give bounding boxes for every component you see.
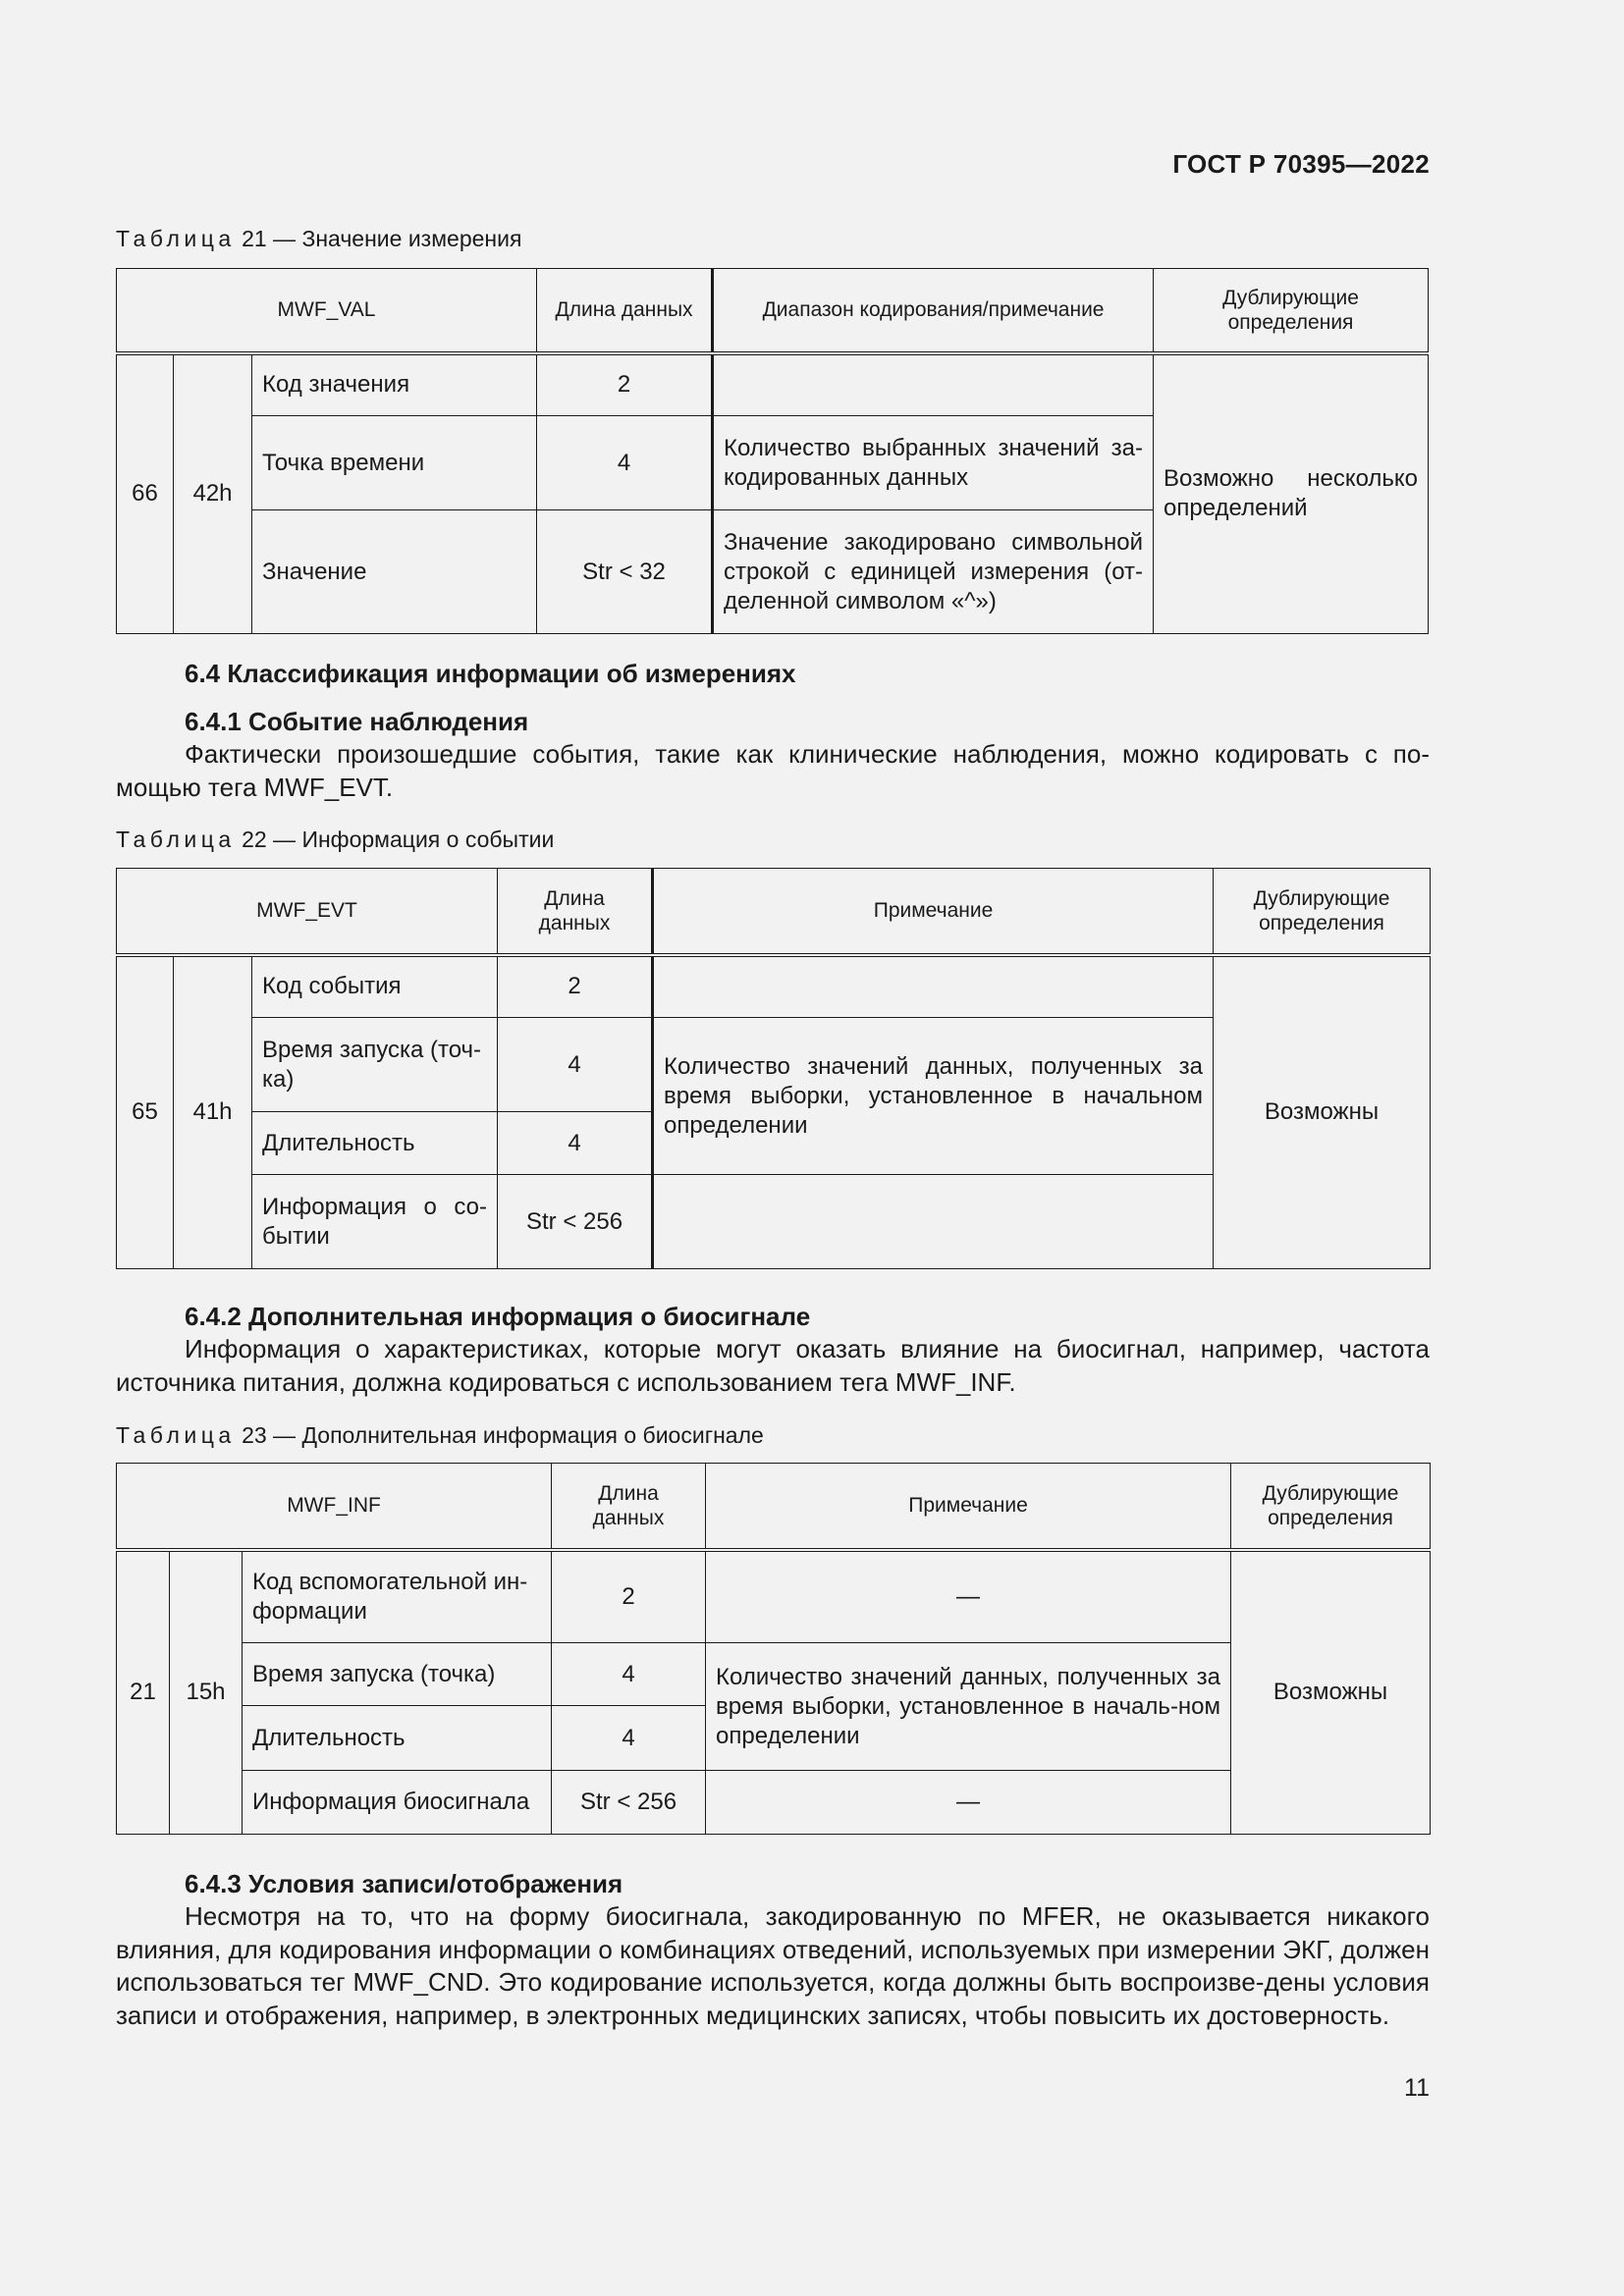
document-code: ГОСТ Р 70395—2022 bbox=[1172, 149, 1430, 179]
table-22-row-note-empty bbox=[653, 1175, 1214, 1269]
table-22-row-length: 4 bbox=[498, 1112, 653, 1175]
table-21-dec: 66 bbox=[117, 353, 174, 634]
table-22-header-row bbox=[117, 869, 1431, 955]
table-23-row-length: 2 bbox=[552, 1550, 706, 1643]
table-23-row-name: Длительность bbox=[243, 1706, 552, 1771]
table-22-row-name: Время запуска (точ-ка) bbox=[252, 1018, 498, 1112]
table-row bbox=[117, 353, 1429, 416]
table-22-row-note-empty bbox=[653, 955, 1214, 1018]
table-22-header-note: Примечание bbox=[653, 869, 1214, 955]
table-22-row-length: Str < 256 bbox=[498, 1175, 653, 1269]
table-21-header-dup: Дублирующие определения bbox=[1154, 269, 1429, 353]
table-23 bbox=[116, 1463, 1431, 1835]
table-23-hex: 15h bbox=[170, 1550, 243, 1835]
table-21-dup-value: Возможно несколько определений bbox=[1154, 353, 1429, 634]
section-6-4-title: 6.4 Классификация информации об измерениях bbox=[185, 659, 796, 688]
page-number: 11 bbox=[1404, 2074, 1430, 2102]
table-22-hex: 41h bbox=[174, 955, 252, 1269]
table-23-row-name: Информация биосигнала bbox=[243, 1771, 552, 1835]
table-23-row-length: 4 bbox=[552, 1706, 706, 1771]
table-22-caption-word: Таблица bbox=[116, 827, 236, 852]
table-21-header-tag: MWF_VAL bbox=[117, 269, 537, 353]
table-21-header-note: Диапазон кодирования/примечание bbox=[713, 269, 1154, 353]
table-21-header-length: Длина данных bbox=[537, 269, 713, 353]
table-21-caption bbox=[116, 226, 521, 252]
table-row bbox=[117, 955, 1431, 1018]
table-23-caption-word: Таблица bbox=[116, 1422, 236, 1448]
table-23-dup-value: Возможны bbox=[1231, 1550, 1431, 1835]
table-22-row-name: Информация о со-бытии bbox=[252, 1175, 498, 1269]
table-23-caption-text: 23 — Дополнительная информация о биосигнале bbox=[235, 1422, 764, 1448]
table-21-hex: 42h bbox=[174, 353, 252, 634]
table-21-caption-text: 21 — Значение измерения bbox=[235, 226, 522, 251]
table-23-row-note: — bbox=[706, 1550, 1231, 1643]
table-22-header-tag: MWF_EVT bbox=[117, 869, 498, 955]
table-23-header-tag: MWF_INF bbox=[117, 1464, 552, 1550]
table-22-row-name: Длительность bbox=[252, 1112, 498, 1175]
table-22-caption-text: 22 — Информация о событии bbox=[235, 827, 555, 852]
table-22-header-dup: Дублирующие определения bbox=[1214, 869, 1431, 955]
table-21-row-name: Код значения bbox=[252, 353, 537, 416]
table-22-row-length: 2 bbox=[498, 955, 653, 1018]
table-22-note-merged: Количество значений данных, полученных за время выборки, установленное в начальном определении bbox=[653, 1018, 1214, 1175]
table-23-caption bbox=[116, 1422, 764, 1449]
section-6-4-2-text: Информация о характеристиках, которые могут оказать влияние на биосигнал, например, частота источника питания, должна кодироваться с использованием тега MWF_INF. bbox=[116, 1334, 1430, 1397]
table-22-dup-value: Возможны bbox=[1214, 955, 1431, 1269]
table-21-row-length: 2 bbox=[537, 353, 713, 416]
table-23-dec: 21 bbox=[117, 1550, 170, 1835]
section-6-4-3-title: 6.4.3 Условия записи/отображения bbox=[185, 1869, 623, 1898]
table-23-note-merged: Количество значений данных, полученных за время выборки, установленное в началь-ном определении bbox=[706, 1643, 1231, 1771]
table-21-row-note bbox=[713, 353, 1154, 416]
table-23-row-length: Str < 256 bbox=[552, 1771, 706, 1835]
table-21-row-note: Значение закодировано символьной строкой с единицей измерения (от-деленной символом «^») bbox=[713, 510, 1154, 634]
table-23-row-note: — bbox=[706, 1771, 1231, 1835]
table-21-caption-word: Таблица bbox=[116, 226, 236, 251]
table-23-header-dup: Дублирующие определения bbox=[1231, 1464, 1431, 1550]
table-21-row-name: Значение bbox=[252, 510, 537, 634]
table-22 bbox=[116, 868, 1431, 1269]
table-21-row-name: Точка времени bbox=[252, 416, 537, 510]
section-6-4-1-title: 6.4.1 Событие наблюдения bbox=[185, 707, 529, 736]
table-22-caption bbox=[116, 827, 554, 853]
table-23-row-name: Код вспомогательной ин-формации bbox=[243, 1550, 552, 1643]
section-6-4-2-title: 6.4.2 Дополнительная информация о биосигнале bbox=[185, 1302, 811, 1331]
table-23-header-row bbox=[117, 1464, 1431, 1550]
table-row bbox=[117, 1550, 1431, 1643]
table-22-row-name: Код события bbox=[252, 955, 498, 1018]
section-6-4-1-text: Фактически произошедшие события, такие как клинические наблюдения, можно кодировать с по-мощью тега MWF_EVT. bbox=[116, 739, 1430, 802]
table-22-row-length: 4 bbox=[498, 1018, 653, 1112]
table-21-header-row bbox=[117, 269, 1429, 353]
table-23-row-length: 4 bbox=[552, 1643, 706, 1706]
table-23-header-length: Длина данных bbox=[552, 1464, 706, 1550]
table-23-row-name: Время запуска (точка) bbox=[243, 1643, 552, 1706]
table-21-row-length: Str < 32 bbox=[537, 510, 713, 634]
table-23-header-note: Примечание bbox=[706, 1464, 1231, 1550]
table-21-row-note: Количество выбранных значений за-кодированных данных bbox=[713, 416, 1154, 510]
section-6-4-3-text: Несмотря на то, что на форму биосигнала, закодированную по MFER, не оказывается никакого влияния, для кодирования информации о комбинациях отведений, используемых при измерении ЭКГ, должен использоваться тег MWF_CND. Это кодирование используется, когда должны быть воспроизве-дены условия записи и отображения, например, в электронных медицинских записях, чтобы повысить их достоверность. bbox=[116, 1901, 1430, 2030]
table-21-row-length: 4 bbox=[537, 416, 713, 510]
table-22-header-length: Длина данных bbox=[498, 869, 653, 955]
table-22-dec: 65 bbox=[117, 955, 174, 1269]
table-21 bbox=[116, 268, 1429, 634]
